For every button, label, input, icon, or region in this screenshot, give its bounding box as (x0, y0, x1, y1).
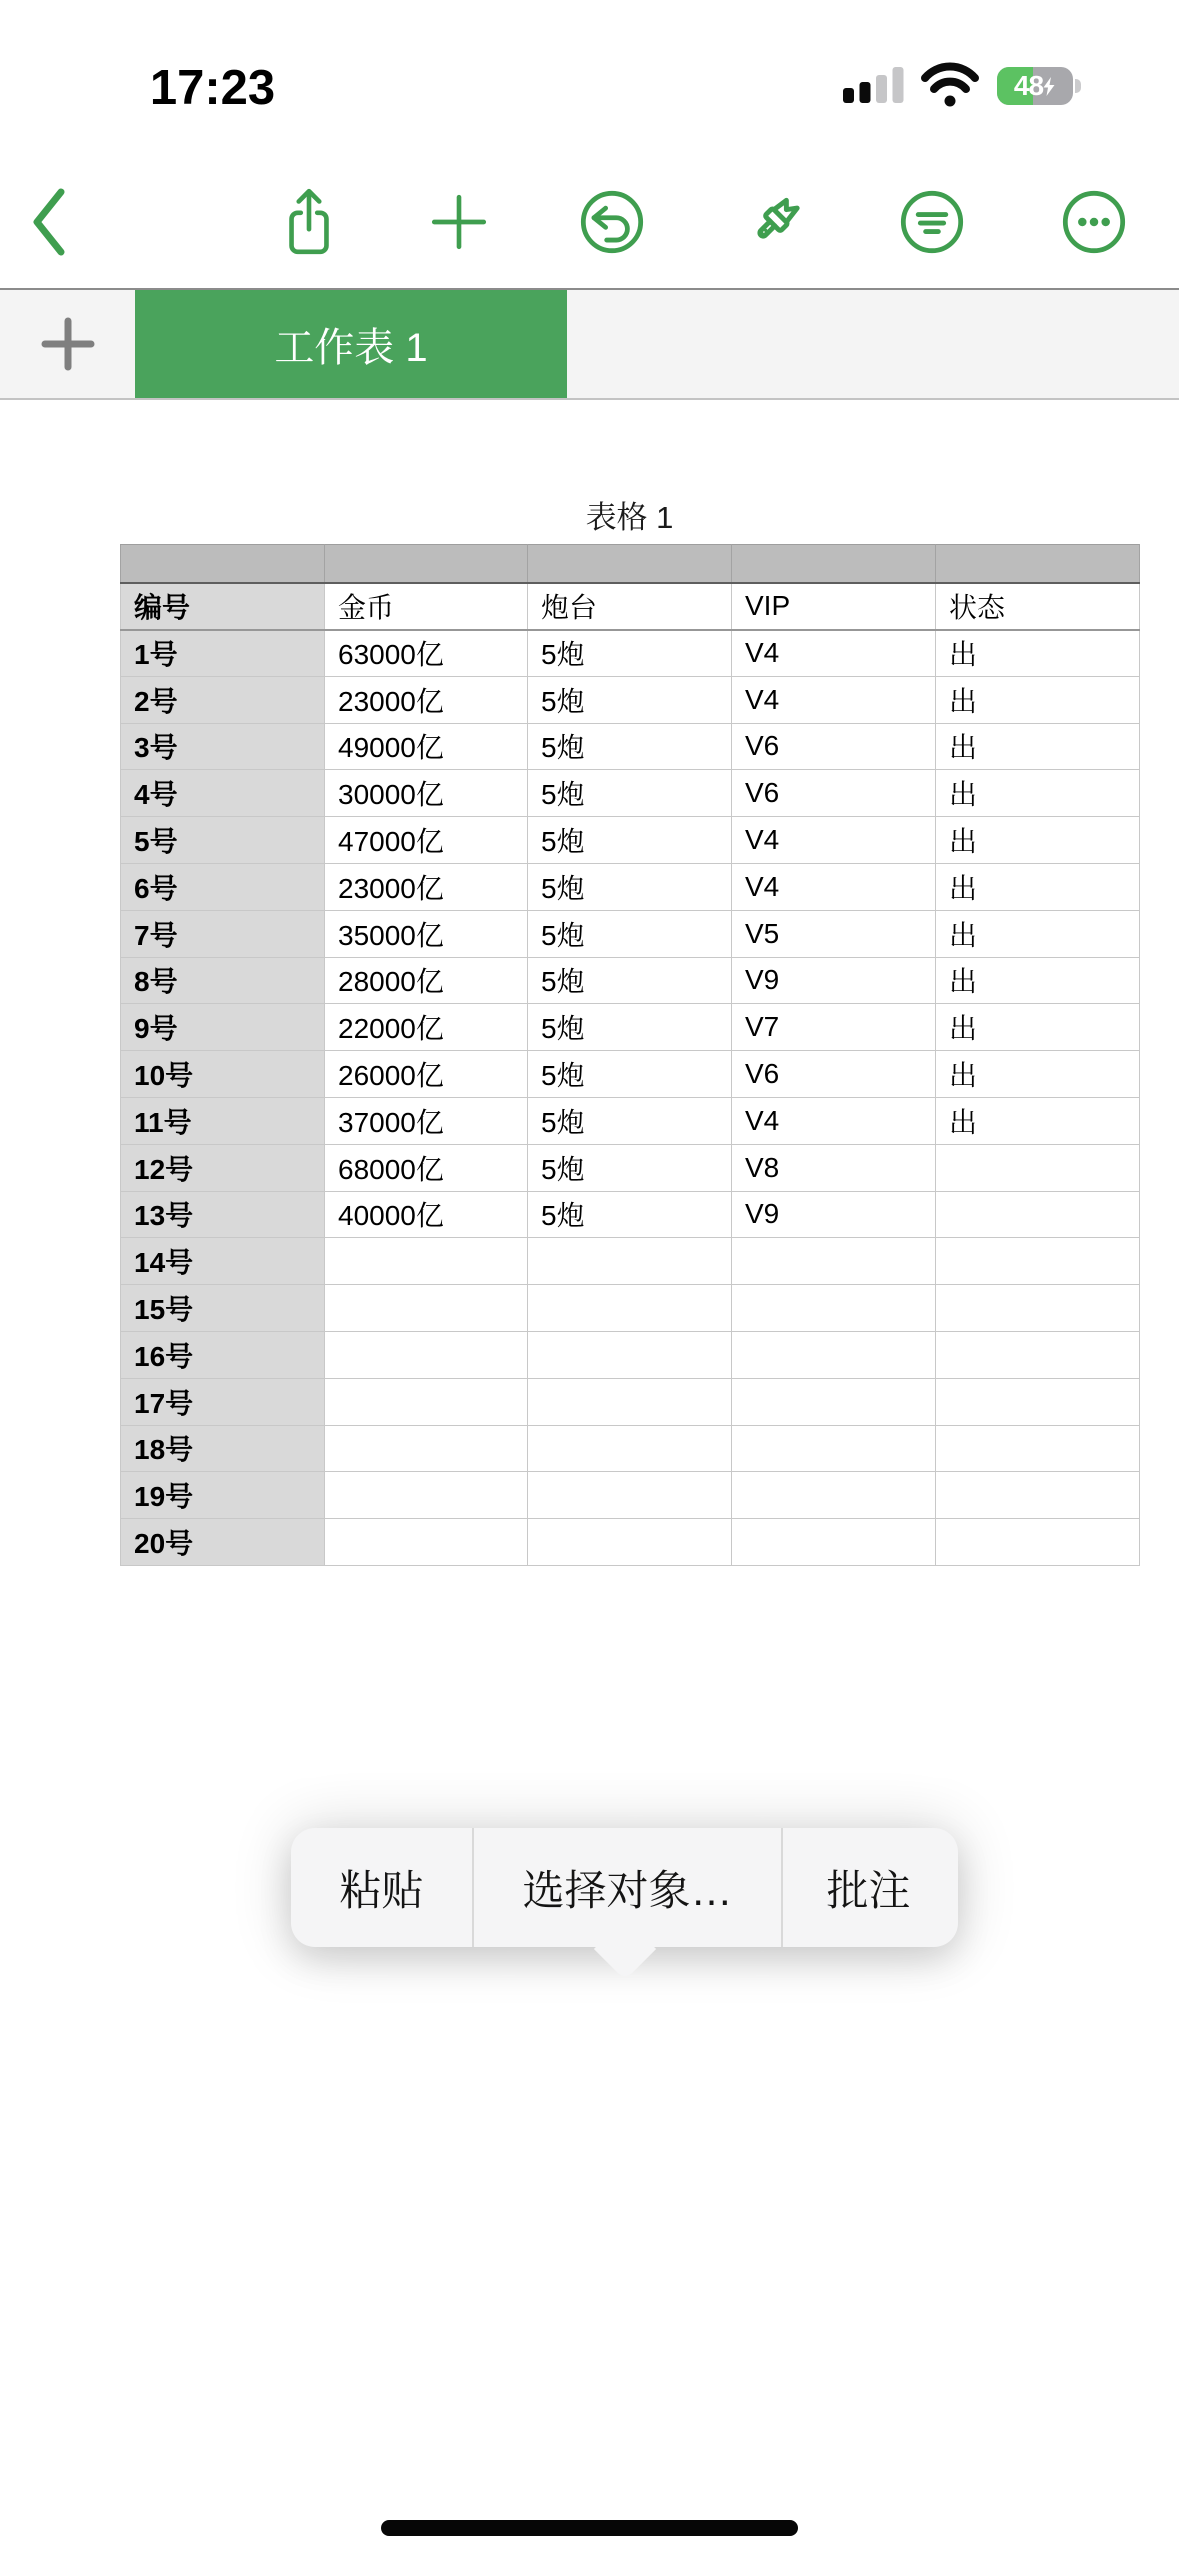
cell[interactable] (528, 1285, 732, 1332)
format-button[interactable] (736, 155, 812, 288)
table-header-row (121, 583, 1140, 630)
table-row (121, 1378, 1140, 1425)
cell[interactable]: 出 (936, 1051, 1140, 1098)
battery-percent: 48 (1013, 70, 1044, 101)
cell[interactable] (528, 1425, 732, 1472)
menu-item-comment[interactable]: 批注 (826, 1866, 911, 1914)
cell[interactable] (936, 1425, 1140, 1472)
top-cell[interactable] (936, 545, 1140, 583)
cell[interactable]: 63000亿 (325, 630, 528, 677)
cell[interactable]: 19号 (121, 1472, 325, 1519)
cell[interactable]: 35000亿 (325, 910, 528, 957)
cell[interactable] (325, 1331, 528, 1378)
cell[interactable]: 23000亿 (325, 676, 528, 723)
format-brush-icon (739, 187, 809, 257)
charging-bolt-icon (1042, 77, 1056, 96)
add-sheet-button[interactable] (0, 290, 135, 398)
cell[interactable]: 12号 (121, 1144, 325, 1191)
table-row (121, 1285, 1140, 1332)
cell[interactable] (732, 1378, 936, 1425)
cell[interactable]: 5炮 (528, 723, 732, 770)
cell[interactable]: 1号 (121, 630, 325, 677)
cell[interactable]: 5炮 (528, 817, 732, 864)
cell[interactable] (732, 1425, 936, 1472)
cell[interactable]: V4 (732, 676, 936, 723)
cell[interactable] (732, 1331, 936, 1378)
cell[interactable]: V4 (732, 1097, 936, 1144)
cell[interactable] (936, 1238, 1140, 1285)
table-row (121, 630, 1140, 677)
cell[interactable] (528, 1519, 732, 1566)
cell[interactable]: V6 (732, 723, 936, 770)
cell[interactable]: V4 (732, 630, 936, 677)
cell[interactable]: 68000亿 (325, 1144, 528, 1191)
table-row (121, 910, 1140, 957)
cell[interactable]: 出 (936, 910, 1140, 957)
column-header[interactable]: 金币 (325, 583, 528, 630)
column-header[interactable]: 炮台 (528, 583, 732, 630)
home-indicator[interactable] (381, 2520, 798, 2536)
table-row (121, 1051, 1140, 1098)
cell[interactable]: 40000亿 (325, 1191, 528, 1238)
cell[interactable]: 6号 (121, 863, 325, 910)
cell[interactable]: 37000亿 (325, 1097, 528, 1144)
cell[interactable]: 30000亿 (325, 770, 528, 817)
table-body (121, 545, 1140, 1566)
cell[interactable]: 7号 (121, 910, 325, 957)
table-row (121, 1191, 1140, 1238)
cell[interactable]: 5炮 (528, 630, 732, 677)
cell[interactable]: 17号 (121, 1378, 325, 1425)
status-time: 17:23 (149, 61, 276, 115)
cell[interactable] (936, 1191, 1140, 1238)
cell[interactable]: 13号 (121, 1191, 325, 1238)
cell[interactable] (325, 1519, 528, 1566)
cell[interactable]: 出 (936, 817, 1140, 864)
cell[interactable] (936, 1331, 1140, 1378)
table-row (121, 1519, 1140, 1566)
cell[interactable]: 出 (936, 723, 1140, 770)
cell[interactable]: 9号 (121, 1004, 325, 1051)
wifi-icon (920, 62, 980, 108)
cell[interactable]: 22000亿 (325, 1004, 528, 1051)
share-button[interactable] (271, 155, 347, 288)
table-row (121, 817, 1140, 864)
cell[interactable]: 2号 (121, 676, 325, 723)
back-button[interactable] (12, 155, 88, 288)
cell[interactable]: V6 (732, 770, 936, 817)
cell[interactable] (528, 1378, 732, 1425)
table (120, 544, 1140, 1566)
cell[interactable]: 出 (936, 957, 1140, 1004)
table-row (121, 957, 1140, 1004)
cell[interactable]: 5炮 (528, 957, 732, 1004)
filter-icon (898, 188, 966, 256)
battery-nub (1075, 79, 1081, 93)
sheet-tab-active[interactable] (135, 290, 567, 398)
cell[interactable]: V8 (732, 1144, 936, 1191)
cell[interactable]: 28000亿 (325, 957, 528, 1004)
cell[interactable] (325, 1425, 528, 1472)
cell[interactable]: V6 (732, 1051, 936, 1098)
cell[interactable] (325, 1285, 528, 1332)
cell[interactable]: V5 (732, 910, 936, 957)
add-sheet-plus-icon (41, 317, 95, 371)
cell[interactable]: 5炮 (528, 770, 732, 817)
cell[interactable] (528, 1238, 732, 1285)
plus-icon (426, 189, 492, 255)
cell[interactable]: 23000亿 (325, 863, 528, 910)
cell[interactable]: 出 (936, 1004, 1140, 1051)
table-row (121, 1331, 1140, 1378)
cell[interactable]: 5炮 (528, 1004, 732, 1051)
table-row (121, 723, 1140, 770)
cell[interactable]: 出 (936, 676, 1140, 723)
cell[interactable]: 5炮 (528, 676, 732, 723)
cell[interactable]: V7 (732, 1004, 936, 1051)
cell[interactable]: 5号 (121, 817, 325, 864)
status-bar (0, 0, 1179, 130)
cell[interactable]: 出 (936, 630, 1140, 677)
filter-button[interactable] (894, 155, 970, 288)
column-header[interactable]: VIP (732, 583, 936, 630)
undo-icon (578, 188, 646, 256)
cell[interactable] (528, 1331, 732, 1378)
cellular-signal-icon (843, 65, 905, 105)
cell[interactable]: 11号 (121, 1097, 325, 1144)
cell[interactable] (732, 1519, 936, 1566)
sheet-tab-label: 工作表 1 (274, 325, 428, 370)
cell[interactable] (732, 1285, 936, 1332)
table-title[interactable]: 表格 1 (585, 500, 674, 535)
table-row (121, 1004, 1140, 1051)
cell[interactable]: 16号 (121, 1331, 325, 1378)
cell[interactable] (936, 1519, 1140, 1566)
toolbar (0, 155, 1179, 288)
cell[interactable]: 3号 (121, 723, 325, 770)
cell[interactable]: 14号 (121, 1238, 325, 1285)
cell[interactable]: 5炮 (528, 910, 732, 957)
table-row (121, 1472, 1140, 1519)
cell[interactable]: 18号 (121, 1425, 325, 1472)
undo-button[interactable] (574, 155, 650, 288)
add-button[interactable] (421, 155, 497, 288)
cell[interactable]: 10号 (121, 1051, 325, 1098)
cell[interactable] (325, 1238, 528, 1285)
table-row (121, 1238, 1140, 1285)
battery-icon (997, 67, 1073, 105)
cell[interactable]: 15号 (121, 1285, 325, 1332)
table-row (121, 1425, 1140, 1472)
table-row (121, 676, 1140, 723)
table-row (121, 1144, 1140, 1191)
table-row (121, 770, 1140, 817)
cell[interactable]: 47000亿 (325, 817, 528, 864)
top-cell[interactable] (325, 545, 528, 583)
cell[interactable] (936, 1378, 1140, 1425)
cell[interactable]: 5炮 (528, 1051, 732, 1098)
cell[interactable]: 出 (936, 1097, 1140, 1144)
cell[interactable] (936, 1144, 1140, 1191)
cell[interactable] (325, 1378, 528, 1425)
cell[interactable] (732, 1238, 936, 1285)
cell[interactable]: V9 (732, 957, 936, 1004)
menu-item-select-objects[interactable]: 选择对象… (472, 1828, 783, 1947)
share-icon (276, 184, 342, 260)
cell[interactable] (325, 1472, 528, 1519)
cell[interactable] (528, 1472, 732, 1519)
cell[interactable] (936, 1472, 1140, 1519)
cell[interactable]: V4 (732, 817, 936, 864)
table-row (121, 1097, 1140, 1144)
table-top-row (121, 545, 1140, 583)
cell[interactable]: 5炮 (528, 863, 732, 910)
cell[interactable]: 出 (936, 770, 1140, 817)
cell[interactable]: 8号 (121, 957, 325, 1004)
column-header[interactable]: 编号 (121, 583, 325, 630)
back-chevron-icon (30, 186, 70, 258)
cell[interactable]: 出 (936, 863, 1140, 910)
more-ellipsis-icon (1060, 188, 1128, 256)
column-header[interactable]: 状态 (936, 583, 1140, 630)
sheet-tab-bar (0, 288, 1179, 400)
cell[interactable] (732, 1472, 936, 1519)
top-cell[interactable] (732, 545, 936, 583)
cell[interactable]: 4号 (121, 770, 325, 817)
cell[interactable]: 49000亿 (325, 723, 528, 770)
cell[interactable]: 5炮 (528, 1144, 732, 1191)
top-cell[interactable] (121, 545, 325, 583)
cell[interactable]: 5炮 (528, 1097, 732, 1144)
menu-item-paste[interactable]: 粘贴 (339, 1866, 424, 1914)
cell[interactable] (936, 1285, 1140, 1332)
cell[interactable]: 26000亿 (325, 1051, 528, 1098)
table-row (121, 863, 1140, 910)
cell[interactable]: 20号 (121, 1519, 325, 1566)
more-button[interactable] (1056, 155, 1132, 288)
cell[interactable]: 5炮 (528, 1191, 732, 1238)
cell[interactable]: V9 (732, 1191, 936, 1238)
cell[interactable]: V4 (732, 863, 936, 910)
top-cell[interactable] (528, 545, 732, 583)
